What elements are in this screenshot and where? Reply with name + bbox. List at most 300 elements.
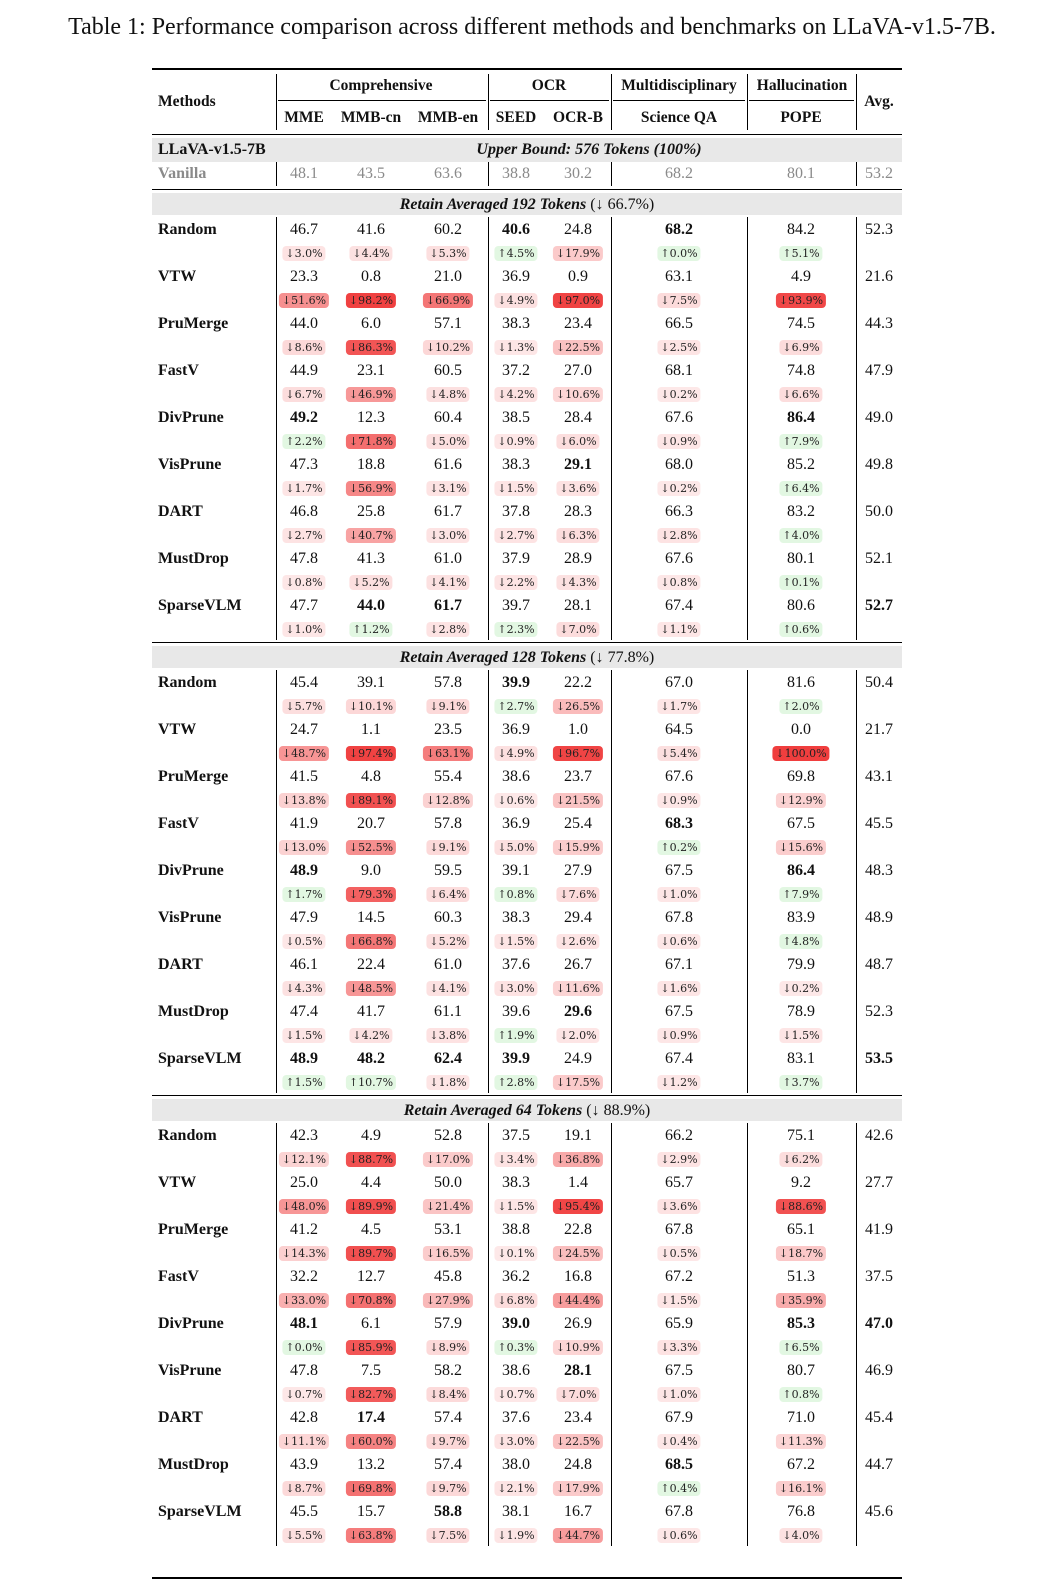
score-value: 4.4 — [361, 1174, 381, 1191]
score-value: 53.1 — [434, 1221, 462, 1238]
delta-badge: ↓98.2% — [346, 293, 396, 308]
delta-badge: ↓8.4% — [426, 1387, 469, 1402]
delta-badge: ↓95.4% — [553, 1199, 603, 1214]
method-name: PruMerge — [158, 315, 229, 332]
group-header: Comprehensive — [329, 77, 433, 94]
vanilla-value: 38.8 — [502, 165, 530, 182]
score-value: 38.3 — [502, 1174, 530, 1191]
delta-badge: ↓1.3% — [494, 340, 537, 355]
avg-value: 45.4 — [865, 1409, 893, 1426]
score-value: 39.6 — [502, 1003, 530, 1020]
delta-badge: ↓0.6% — [494, 793, 537, 808]
delta-badge: ↑2.0% — [779, 699, 822, 714]
delta-badge: ↓1.9% — [494, 1528, 537, 1543]
delta-badge: ↓0.9% — [657, 1028, 700, 1043]
top-rule — [152, 68, 902, 70]
delta-badge: ↓5.4% — [657, 746, 700, 761]
delta-badge: ↓6.6% — [779, 387, 822, 402]
delta-badge: ↓21.5% — [553, 793, 603, 808]
delta-badge: ↓1.5% — [657, 1293, 700, 1308]
method-name: VisPrune — [158, 456, 222, 473]
score-value: 25.0 — [290, 1174, 318, 1191]
score-value: 49.2 — [290, 409, 318, 426]
table-caption: Table 1: Performance comparison across different methods and benchmarks on LLaVA-v1.5-7B. — [68, 14, 996, 40]
score-value: 60.3 — [434, 909, 462, 926]
score-value: 68.1 — [665, 362, 693, 379]
avg-value: 52.1 — [865, 550, 893, 567]
score-value: 25.8 — [357, 503, 385, 520]
score-value: 24.8 — [564, 221, 592, 238]
method-name: VTW — [158, 268, 197, 285]
section-title-text: Retain Averaged 128 Tokens — [399, 649, 591, 666]
delta-badge: ↓10.9% — [553, 1340, 603, 1355]
score-value: 67.0 — [665, 674, 693, 691]
delta-badge: ↑4.0% — [779, 528, 822, 543]
delta-badge: ↓6.2% — [779, 1152, 822, 1167]
delta-badge: ↑0.8% — [494, 887, 537, 902]
avg-value: 43.1 — [865, 768, 893, 785]
score-value: 65.9 — [665, 1315, 693, 1332]
delta-badge: ↓6.8% — [494, 1293, 537, 1308]
delta-badge: ↑2.7% — [494, 699, 537, 714]
score-value: 41.9 — [290, 815, 318, 832]
score-value: 47.9 — [290, 909, 318, 926]
score-value: 6.1 — [361, 1315, 381, 1332]
delta-badge: ↓51.6% — [279, 293, 329, 308]
method-name: VTW — [158, 721, 197, 738]
delta-badge: ↓12.1% — [279, 1152, 329, 1167]
score-value: 61.7 — [434, 503, 462, 520]
score-value: 79.9 — [787, 956, 815, 973]
avg-value: 46.9 — [865, 1362, 893, 1379]
column-header-pope: POPE — [780, 109, 822, 126]
delta-badge: ↓97.4% — [346, 746, 396, 761]
column-divider — [611, 1123, 612, 1546]
score-value: 23.4 — [564, 1409, 592, 1426]
column-divider — [488, 670, 489, 1093]
delta-badge: ↓10.1% — [346, 699, 396, 714]
score-value: 61.0 — [434, 956, 462, 973]
score-value: 67.8 — [665, 909, 693, 926]
delta-badge: ↓5.3% — [426, 246, 469, 261]
score-value: 22.4 — [357, 956, 385, 973]
score-value: 74.8 — [787, 362, 815, 379]
column-divider — [611, 162, 612, 186]
score-value: 1.4 — [568, 1174, 588, 1191]
score-value: 65.7 — [665, 1174, 693, 1191]
avg-header: Avg. — [864, 93, 894, 110]
column-divider — [488, 217, 489, 640]
delta-badge: ↑6.4% — [779, 481, 822, 496]
score-value: 36.9 — [502, 815, 530, 832]
column-divider — [747, 74, 748, 130]
delta-badge: ↓93.9% — [776, 293, 826, 308]
delta-badge: ↓18.7% — [776, 1246, 826, 1261]
vanilla-value: 63.6 — [434, 165, 462, 182]
delta-badge: ↓11.6% — [553, 981, 603, 996]
method-name: MustDrop — [158, 1456, 229, 1473]
delta-badge: ↓89.1% — [346, 793, 396, 808]
column-divider — [611, 74, 612, 130]
score-value: 28.3 — [564, 503, 592, 520]
delta-badge: ↓44.4% — [553, 1293, 603, 1308]
delta-badge: ↑3.7% — [779, 1075, 822, 1090]
header-rule — [152, 134, 902, 135]
method-name: MustDrop — [158, 550, 229, 567]
delta-badge: ↓9.7% — [426, 1481, 469, 1496]
score-value: 48.9 — [290, 862, 318, 879]
delta-badge: ↓1.5% — [494, 481, 537, 496]
score-value: 29.4 — [564, 909, 592, 926]
score-value: 67.1 — [665, 956, 693, 973]
method-name: FastV — [158, 362, 199, 379]
vanilla-value: 48.1 — [290, 165, 318, 182]
score-value: 66.3 — [665, 503, 693, 520]
delta-badge: ↓4.1% — [426, 575, 469, 590]
score-value: 66.5 — [665, 315, 693, 332]
delta-badge: ↓46.9% — [346, 387, 396, 402]
section-reduction: (↓ 77.8%) — [590, 649, 655, 666]
column-divider — [856, 162, 857, 186]
delta-badge: ↑4.5% — [494, 246, 537, 261]
section-title — [404, 1101, 651, 1121]
score-value: 39.1 — [502, 862, 530, 879]
score-value: 81.6 — [787, 674, 815, 691]
score-value: 67.5 — [665, 1003, 693, 1020]
delta-badge: ↓48.0% — [279, 1199, 329, 1214]
score-value: 38.3 — [502, 456, 530, 473]
avg-value: 49.8 — [865, 456, 893, 473]
delta-badge: ↓8.9% — [426, 1340, 469, 1355]
delta-badge: ↓15.9% — [553, 840, 603, 855]
delta-badge: ↓1.5% — [494, 934, 537, 949]
column-divider — [856, 670, 857, 1093]
delta-badge: ↓0.9% — [494, 434, 537, 449]
delta-badge: ↓2.1% — [494, 1481, 537, 1496]
delta-badge: ↓13.8% — [279, 793, 329, 808]
delta-badge: ↑2.8% — [494, 1075, 537, 1090]
score-value: 57.8 — [434, 815, 462, 832]
delta-badge: ↓5.2% — [349, 575, 392, 590]
score-value: 28.1 — [564, 1362, 592, 1379]
score-value: 36.9 — [502, 268, 530, 285]
delta-badge: ↑10.7% — [346, 1075, 396, 1090]
delta-badge: ↓9.7% — [426, 1434, 469, 1449]
score-value: 44.0 — [290, 315, 318, 332]
score-value: 42.8 — [290, 1409, 318, 1426]
score-value: 83.9 — [787, 909, 815, 926]
method-name: VTW — [158, 1174, 197, 1191]
score-value: 23.3 — [290, 268, 318, 285]
score-value: 67.5 — [665, 1362, 693, 1379]
delta-badge: ↓2.8% — [426, 622, 469, 637]
method-name: Random — [158, 1127, 217, 1144]
delta-badge: ↓3.0% — [494, 981, 537, 996]
method-name: MustDrop — [158, 1003, 229, 1020]
column-header-mme: MME — [284, 109, 324, 126]
score-value: 22.8 — [564, 1221, 592, 1238]
score-value: 37.2 — [502, 362, 530, 379]
delta-badge: ↓15.6% — [776, 840, 826, 855]
delta-badge: ↓1.1% — [657, 622, 700, 637]
score-value: 24.9 — [564, 1050, 592, 1067]
score-value: 16.7 — [564, 1503, 592, 1520]
score-value: 80.1 — [787, 550, 815, 567]
score-value: 28.1 — [564, 597, 592, 614]
score-value: 25.4 — [564, 815, 592, 832]
delta-badge: ↓4.3% — [556, 575, 599, 590]
delta-badge: ↓48.7% — [279, 746, 329, 761]
delta-badge: ↓16.1% — [776, 1481, 826, 1496]
score-value: 12.7 — [357, 1268, 385, 1285]
score-value: 67.6 — [665, 550, 693, 567]
score-value: 23.1 — [357, 362, 385, 379]
delta-badge: ↓1.0% — [657, 1387, 700, 1402]
delta-badge: ↓4.2% — [494, 387, 537, 402]
score-value: 38.3 — [502, 315, 530, 332]
score-value: 48.2 — [357, 1050, 385, 1067]
score-value: 62.4 — [434, 1050, 462, 1067]
score-value: 80.7 — [787, 1362, 815, 1379]
score-value: 21.0 — [434, 268, 462, 285]
score-value: 27.9 — [564, 862, 592, 879]
delta-badge: ↓2.0% — [556, 1028, 599, 1043]
delta-badge: ↓11.1% — [279, 1434, 329, 1449]
delta-badge: ↑1.7% — [282, 887, 325, 902]
column-divider — [276, 217, 277, 640]
score-value: 22.2 — [564, 674, 592, 691]
score-value: 57.8 — [434, 674, 462, 691]
score-value: 58.8 — [434, 1503, 462, 1520]
delta-badge: ↓56.9% — [346, 481, 396, 496]
score-value: 38.8 — [502, 1221, 530, 1238]
score-value: 68.0 — [665, 456, 693, 473]
score-value: 39.1 — [357, 674, 385, 691]
delta-badge: ↓1.5% — [779, 1028, 822, 1043]
delta-badge: ↓17.9% — [553, 1481, 603, 1496]
score-value: 83.1 — [787, 1050, 815, 1067]
delta-badge: ↓71.8% — [346, 434, 396, 449]
delta-badge: ↓10.6% — [553, 387, 603, 402]
delta-badge: ↑2.3% — [494, 622, 537, 637]
score-value: 38.6 — [502, 768, 530, 785]
delta-badge: ↓0.9% — [657, 434, 700, 449]
column-divider — [488, 74, 489, 130]
delta-badge: ↑0.0% — [657, 246, 700, 261]
delta-badge: ↓0.9% — [657, 793, 700, 808]
delta-badge: ↓3.6% — [657, 1199, 700, 1214]
score-value: 4.9 — [361, 1127, 381, 1144]
score-value: 57.9 — [434, 1315, 462, 1332]
delta-badge: ↓13.0% — [279, 840, 329, 855]
score-value: 4.8 — [361, 768, 381, 785]
score-value: 86.4 — [787, 409, 815, 426]
delta-badge: ↓36.8% — [553, 1152, 603, 1167]
score-value: 57.1 — [434, 315, 462, 332]
avg-value: 48.3 — [865, 862, 893, 879]
column-divider — [488, 1123, 489, 1546]
score-value: 24.8 — [564, 1456, 592, 1473]
score-value: 86.4 — [787, 862, 815, 879]
avg-value: 50.0 — [865, 503, 893, 520]
delta-badge: ↑5.1% — [779, 246, 822, 261]
delta-badge: ↓3.0% — [494, 1434, 537, 1449]
score-value: 85.3 — [787, 1315, 815, 1332]
section-rule — [152, 1095, 902, 1096]
score-value: 45.4 — [290, 674, 318, 691]
score-value: 50.0 — [434, 1174, 462, 1191]
delta-badge: ↓4.3% — [282, 981, 325, 996]
score-value: 60.4 — [434, 409, 462, 426]
delta-badge: ↓6.4% — [426, 887, 469, 902]
score-value: 68.2 — [665, 221, 693, 238]
delta-badge: ↓24.5% — [553, 1246, 603, 1261]
score-value: 46.8 — [290, 503, 318, 520]
column-divider — [276, 670, 277, 1093]
delta-badge: ↓0.5% — [282, 934, 325, 949]
score-value: 57.4 — [434, 1409, 462, 1426]
delta-badge: ↑7.9% — [779, 434, 822, 449]
score-value: 26.9 — [564, 1315, 592, 1332]
delta-badge: ↓3.6% — [556, 481, 599, 496]
delta-badge: ↓9.1% — [426, 699, 469, 714]
score-value: 74.5 — [787, 315, 815, 332]
score-value: 75.1 — [787, 1127, 815, 1144]
delta-badge: ↓17.5% — [553, 1075, 603, 1090]
group-underline — [490, 100, 609, 101]
delta-badge: ↓4.8% — [426, 387, 469, 402]
score-value: 59.5 — [434, 862, 462, 879]
score-value: 60.5 — [434, 362, 462, 379]
score-value: 39.0 — [502, 1315, 530, 1332]
delta-badge: ↓3.3% — [657, 1340, 700, 1355]
score-value: 67.2 — [787, 1456, 815, 1473]
score-value: 4.5 — [361, 1221, 381, 1238]
score-value: 37.5 — [502, 1127, 530, 1144]
column-divider — [276, 1123, 277, 1546]
delta-badge: ↓2.8% — [657, 528, 700, 543]
group-header: Multidisciplinary — [621, 77, 737, 94]
delta-badge: ↑0.4% — [657, 1481, 700, 1496]
delta-badge: ↓7.0% — [556, 1387, 599, 1402]
column-header-seed: SEED — [495, 109, 537, 126]
score-value: 15.7 — [357, 1503, 385, 1520]
avg-value: 44.7 — [865, 1456, 893, 1473]
delta-badge: ↓22.5% — [553, 1434, 603, 1449]
delta-badge: ↓0.5% — [657, 1246, 700, 1261]
column-divider — [747, 217, 748, 640]
methods-header: Methods — [158, 93, 216, 110]
delta-badge: ↓1.0% — [282, 622, 325, 637]
score-value: 61.1 — [434, 1003, 462, 1020]
delta-badge: ↑1.5% — [282, 1075, 325, 1090]
delta-badge: ↓1.7% — [282, 481, 325, 496]
delta-badge: ↓33.0% — [279, 1293, 329, 1308]
score-value: 47.7 — [290, 597, 318, 614]
delta-badge: ↑0.2% — [657, 840, 700, 855]
delta-badge: ↓97.0% — [553, 293, 603, 308]
delta-badge: ↓12.8% — [423, 793, 473, 808]
delta-badge: ↓2.7% — [282, 528, 325, 543]
avg-value: 42.6 — [865, 1127, 893, 1144]
delta-badge: ↓1.2% — [657, 1075, 700, 1090]
delta-badge: ↓88.6% — [776, 1199, 826, 1214]
avg-value: 53.5 — [865, 1050, 893, 1067]
delta-badge: ↓2.2% — [494, 575, 537, 590]
delta-badge: ↓6.7% — [282, 387, 325, 402]
score-value: 28.9 — [564, 550, 592, 567]
score-value: 43.9 — [290, 1456, 318, 1473]
score-value: 9.0 — [361, 862, 381, 879]
delta-badge: ↓5.5% — [282, 1528, 325, 1543]
score-value: 67.8 — [665, 1503, 693, 1520]
score-value: 39.9 — [502, 1050, 530, 1067]
score-value: 0.8 — [361, 268, 381, 285]
score-value: 9.2 — [791, 1174, 811, 1191]
delta-badge: ↑4.8% — [779, 934, 822, 949]
delta-badge: ↓70.8% — [346, 1293, 396, 1308]
score-value: 18.8 — [357, 456, 385, 473]
method-name: Random — [158, 674, 217, 691]
vanilla-value: 80.1 — [787, 165, 815, 182]
score-value: 39.9 — [502, 674, 530, 691]
method-name: DART — [158, 503, 203, 520]
score-value: 40.6 — [502, 221, 530, 238]
score-value: 68.3 — [665, 815, 693, 832]
score-value: 29.1 — [564, 456, 592, 473]
delta-badge: ↓2.5% — [657, 340, 700, 355]
score-value: 0.0 — [791, 721, 811, 738]
group-underline — [749, 100, 854, 101]
delta-badge: ↓3.1% — [426, 481, 469, 496]
score-value: 61.6 — [434, 456, 462, 473]
delta-badge: ↑0.1% — [779, 575, 822, 590]
delta-badge: ↓66.8% — [346, 934, 396, 949]
delta-badge: ↓0.6% — [657, 1528, 700, 1543]
column-header-mmb-en: MMB-en — [417, 109, 479, 126]
delta-badge: ↓96.7% — [553, 746, 603, 761]
delta-badge: ↓48.5% — [346, 981, 396, 996]
method-name: VisPrune — [158, 909, 222, 926]
section-title — [400, 648, 655, 668]
method-name: Random — [158, 221, 217, 238]
method-name: DivPrune — [158, 1315, 224, 1332]
score-value: 38.5 — [502, 409, 530, 426]
score-value: 44.9 — [290, 362, 318, 379]
delta-badge: ↓0.7% — [282, 1387, 325, 1402]
column-divider — [611, 217, 612, 640]
score-value: 61.0 — [434, 550, 462, 567]
delta-badge: ↑1.2% — [349, 622, 392, 637]
section-title-text: Retain Averaged 192 Tokens — [399, 196, 591, 213]
delta-badge: ↓89.9% — [346, 1199, 396, 1214]
delta-badge: ↑1.9% — [494, 1028, 537, 1043]
delta-badge: ↓1.6% — [657, 981, 700, 996]
avg-value: 44.3 — [865, 315, 893, 332]
score-value: 80.6 — [787, 597, 815, 614]
delta-badge: ↓2.6% — [556, 934, 599, 949]
score-value: 19.1 — [564, 1127, 592, 1144]
delta-badge: ↓85.9% — [346, 1340, 396, 1355]
score-value: 64.5 — [665, 721, 693, 738]
delta-badge: ↓60.0% — [346, 1434, 396, 1449]
column-divider — [488, 162, 489, 186]
delta-badge: ↓4.2% — [349, 1028, 392, 1043]
section-title-text: Retain Averaged 64 Tokens — [403, 1102, 587, 1119]
delta-badge: ↓12.9% — [776, 793, 826, 808]
method-name: DivPrune — [158, 409, 224, 426]
delta-badge: ↓40.7% — [346, 528, 396, 543]
